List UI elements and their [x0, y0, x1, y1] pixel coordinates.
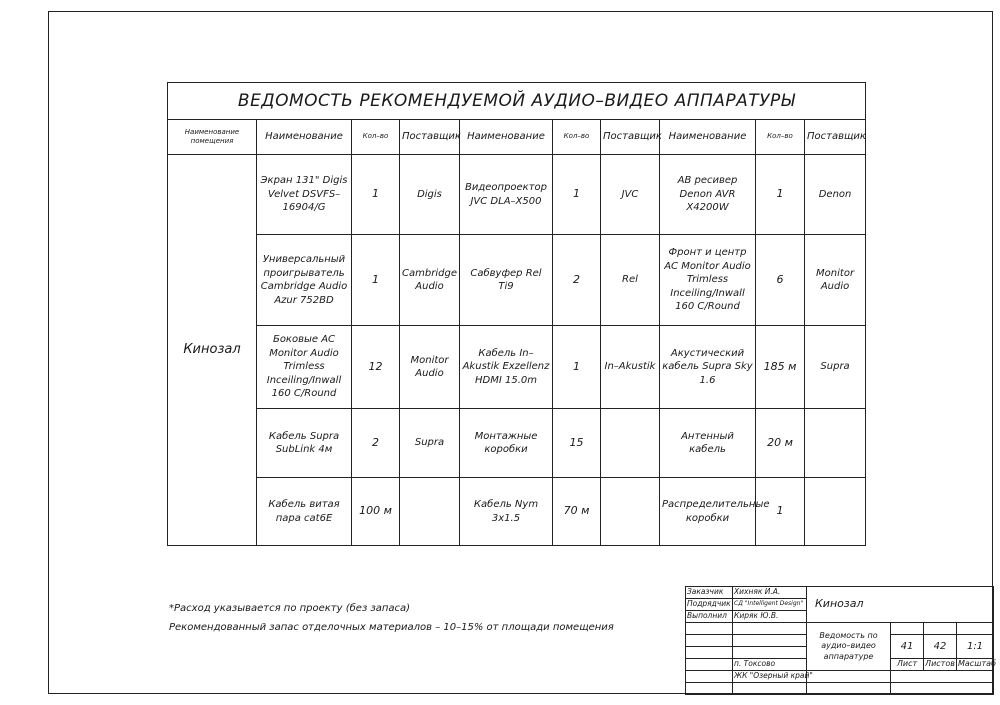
item-name-cell: Универсальный проигрыватель Cambridge Audio Azur 752BD — [257, 235, 352, 326]
supplier-cell: In–Akustik — [601, 326, 660, 409]
table-row — [168, 235, 866, 326]
complex-name: ЖК "Озерный край" — [733, 671, 807, 683]
supplier-cell: Monitor Audio — [400, 326, 460, 409]
header-room: Наименование помещения — [168, 120, 257, 155]
qty-cell: 185 м — [756, 326, 805, 409]
item-name-cell: Фронт и центр AC Monitor Audio Trimless Inceiling/Inwall 160 C/Round — [660, 235, 756, 326]
item-name-cell: Видеопроектор JVC DLA–X500 — [460, 155, 553, 235]
scale-value: 1:1 — [957, 635, 994, 659]
title-block — [685, 586, 997, 695]
qty-cell: 6 — [756, 235, 805, 326]
header-name: Наименование — [257, 120, 352, 155]
note-consumption: *Расход указывается по проекту (без запаса) — [169, 603, 411, 614]
item-name-cell: Экран 131" Digis Velvet DSVFS–16904/G — [257, 155, 352, 235]
supplier-cell: Digis — [400, 155, 460, 235]
notes-block — [169, 599, 669, 637]
item-name-cell: Акустический кабель Supra Sky 1.6 — [660, 326, 756, 409]
header-qty: Кол–во — [756, 120, 805, 155]
supplier-cell: Cambridge Audio — [400, 235, 460, 326]
room-name-cell: Кинозал — [168, 155, 257, 546]
header-supplier: Поставщик — [601, 120, 660, 155]
table-row — [168, 409, 866, 478]
qty-cell: 1 — [553, 326, 601, 409]
item-name-cell: Кабель Nym 3x1.5 — [460, 478, 553, 546]
table-row — [168, 478, 866, 546]
performer-value: Киряк Ю.В. — [733, 611, 807, 623]
header-name: Наименование — [460, 120, 553, 155]
table-row — [168, 155, 866, 235]
item-name-cell: Кабель In–Akustik Exzellenz HDMI 15.0m — [460, 326, 553, 409]
location: п. Токсово — [733, 659, 807, 671]
supplier-cell — [601, 478, 660, 546]
equipment-table — [167, 82, 866, 546]
scale-label: Масштаб — [957, 659, 994, 671]
supplier-cell: Supra — [400, 409, 460, 478]
contractor-value: СД "Intelligent Design" — [733, 599, 807, 611]
performer-label: Выполнил — [686, 611, 733, 623]
qty-cell: 1 — [553, 155, 601, 235]
supplier-cell — [400, 478, 460, 546]
item-name-cell: AB ресивер Denon AVR X4200W — [660, 155, 756, 235]
header-supplier: Поставщик — [400, 120, 460, 155]
supplier-cell: Denon — [805, 155, 866, 235]
sheet-number: 41 — [891, 635, 924, 659]
qty-cell: 2 — [352, 409, 400, 478]
qty-cell: 1 — [756, 155, 805, 235]
header-qty: Кол–во — [553, 120, 601, 155]
supplier-cell — [805, 409, 866, 478]
item-name-cell: Кабель витая пара cat6E — [257, 478, 352, 546]
customer-value: Хихняк И.А. — [733, 587, 807, 599]
qty-cell: 20 м — [756, 409, 805, 478]
header-name: Наименование — [660, 120, 756, 155]
item-name-cell: Распределительные коробки — [660, 478, 756, 546]
item-name-cell: Боковые AC Monitor Audio Trimless Inceiling/Inwall 160 C/Round — [257, 326, 352, 409]
table-row — [168, 326, 866, 409]
supplier-cell: JVC — [601, 155, 660, 235]
contractor-label: Подрядчик — [686, 599, 733, 611]
item-name-cell: Монтажные коробки — [460, 409, 553, 478]
sheets-count: 42 — [924, 635, 957, 659]
sheet-label: Лист — [891, 659, 924, 671]
qty-cell: 1 — [756, 478, 805, 546]
note-reserve: Рекомендованный запас отделочных материалов – 10–15% от площади помещения — [169, 622, 614, 633]
qty-cell: 1 — [352, 155, 400, 235]
supplier-cell: Rel — [601, 235, 660, 326]
qty-cell: 1 — [352, 235, 400, 326]
supplier-cell — [805, 478, 866, 546]
table-header-row — [168, 120, 866, 155]
customer-label: Заказчик — [686, 587, 733, 599]
sheets-label: Листов — [924, 659, 957, 671]
item-name-cell: Кабель Supra SubLink 4м — [257, 409, 352, 478]
supplier-cell — [601, 409, 660, 478]
qty-cell: 2 — [553, 235, 601, 326]
qty-cell: 70 м — [553, 478, 601, 546]
qty-cell: 15 — [553, 409, 601, 478]
room-title: Кинозал — [807, 587, 994, 623]
item-name-cell: Антенный кабель — [660, 409, 756, 478]
header-supplier: Поставщик — [805, 120, 866, 155]
table-title: ВЕДОМОСТЬ РЕКОМЕНДУЕМОЙ АУДИО–ВИДЕО АППАРАТУРЫ — [168, 83, 866, 120]
header-qty: Кол–во — [352, 120, 400, 155]
supplier-cell: Supra — [805, 326, 866, 409]
qty-cell: 100 м — [352, 478, 400, 546]
qty-cell: 12 — [352, 326, 400, 409]
document-title: Ведомость по аудио–видео аппаратуре — [807, 623, 891, 671]
item-name-cell: Сабвуфер Rel Ti9 — [460, 235, 553, 326]
supplier-cell: Monitor Audio — [805, 235, 866, 326]
